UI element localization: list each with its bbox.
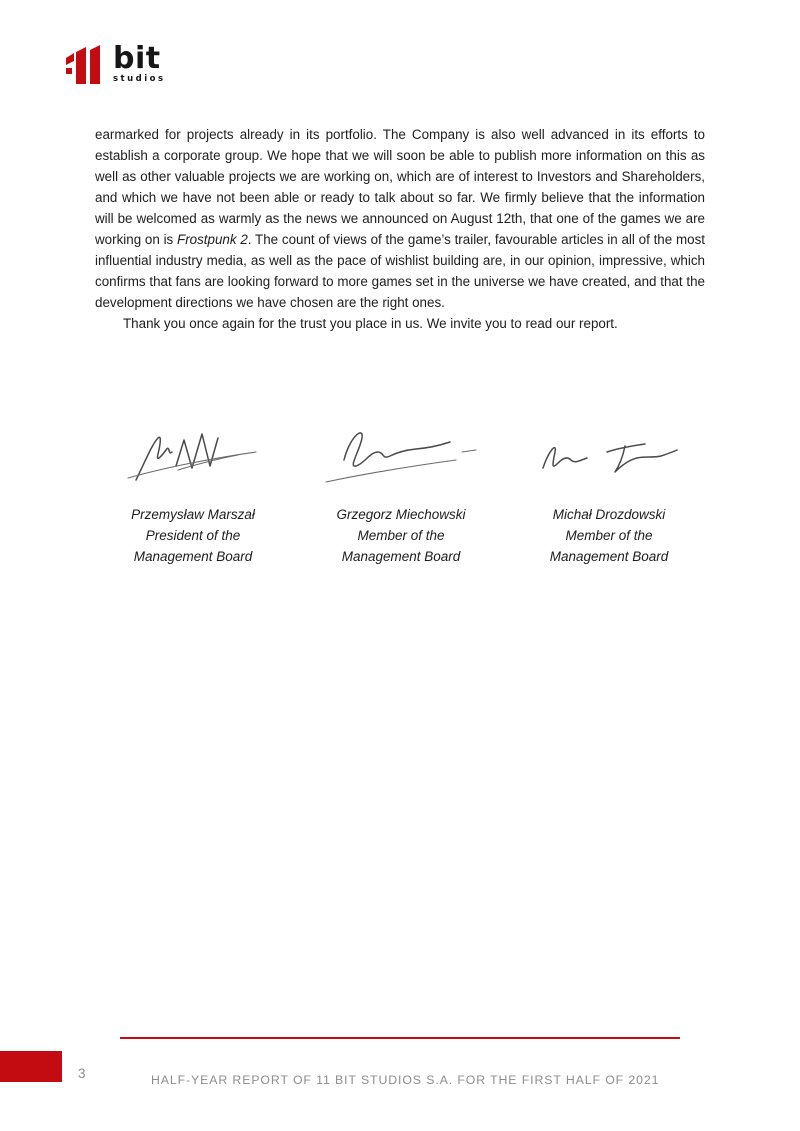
signatory-title-line2: Management Board xyxy=(549,549,669,564)
signature-marszal-image xyxy=(118,412,268,504)
signatory-name-block xyxy=(336,504,465,567)
signatory-name: Grzegorz Miechowski xyxy=(336,507,466,522)
signatory-title-line1: Member of the xyxy=(357,528,445,543)
letter-body xyxy=(95,124,705,334)
signature-miechowski-image xyxy=(316,412,486,504)
thanks-paragraph: Thank you once again for the trust you place in us. We invite you to read our report. xyxy=(123,316,618,331)
signatory-name: Michał Drozdowski xyxy=(552,507,666,522)
footer-red-block xyxy=(0,1051,62,1082)
logo-text xyxy=(113,41,166,84)
signatory-name-block xyxy=(131,504,255,567)
game-title-frostpunk2: Frostpunk 2 xyxy=(177,232,248,247)
signatory-title-line2: Management Board xyxy=(341,549,461,564)
signatory-title-line1: President of the xyxy=(145,528,241,543)
signature-drozdowski-image xyxy=(529,412,689,504)
signatory-title-line1: Member of the xyxy=(565,528,653,543)
paragraph-text-before: earmarked for projects already in its portfolio. The Company is also well advanced in its efforts to establish a corporate group. We hope that we will soon be able to publish more information on this as well as other valuable projects we are working on, which are of interest to Investors and Shareholders, and which we have not been able or ready to talk about so far. We firmly believe that the information will be welcomed as warmly as the news we announced on August 12th, that one of the games we are working on is xyxy=(95,127,705,247)
company-logo xyxy=(64,41,166,90)
signatory-drozdowski xyxy=(511,412,707,567)
signatory-name: Przemysław Marszał xyxy=(131,507,255,522)
signature-section xyxy=(95,412,707,567)
page-number: 3 xyxy=(78,1066,86,1081)
signatory-name-block xyxy=(550,504,669,567)
footer-divider-line xyxy=(120,1037,680,1039)
signatory-title-line2: Management Board xyxy=(133,549,253,564)
signatory-miechowski xyxy=(303,412,499,567)
paragraph-text-after: . The count of views of the game’s trailer, favourable articles in all of the most influential industry media, as well as the pace of wishlist building are, in our opinion, impressive, which confirms that fans are looking forward to more games set in the universe we have created, and that the development directions we have chosen are the right ones. xyxy=(95,232,705,310)
letter-paragraph xyxy=(95,124,705,313)
logo-studios-label: studios xyxy=(113,74,166,84)
signatory-marszal xyxy=(95,412,291,567)
logo-bit-label: bit xyxy=(113,41,161,76)
footer-report-title: HALF-YEAR REPORT OF 11 BIT STUDIOS S.A. FOR THE FIRST HALF OF 2021 xyxy=(151,1073,660,1087)
logo-11-icon xyxy=(64,44,110,90)
